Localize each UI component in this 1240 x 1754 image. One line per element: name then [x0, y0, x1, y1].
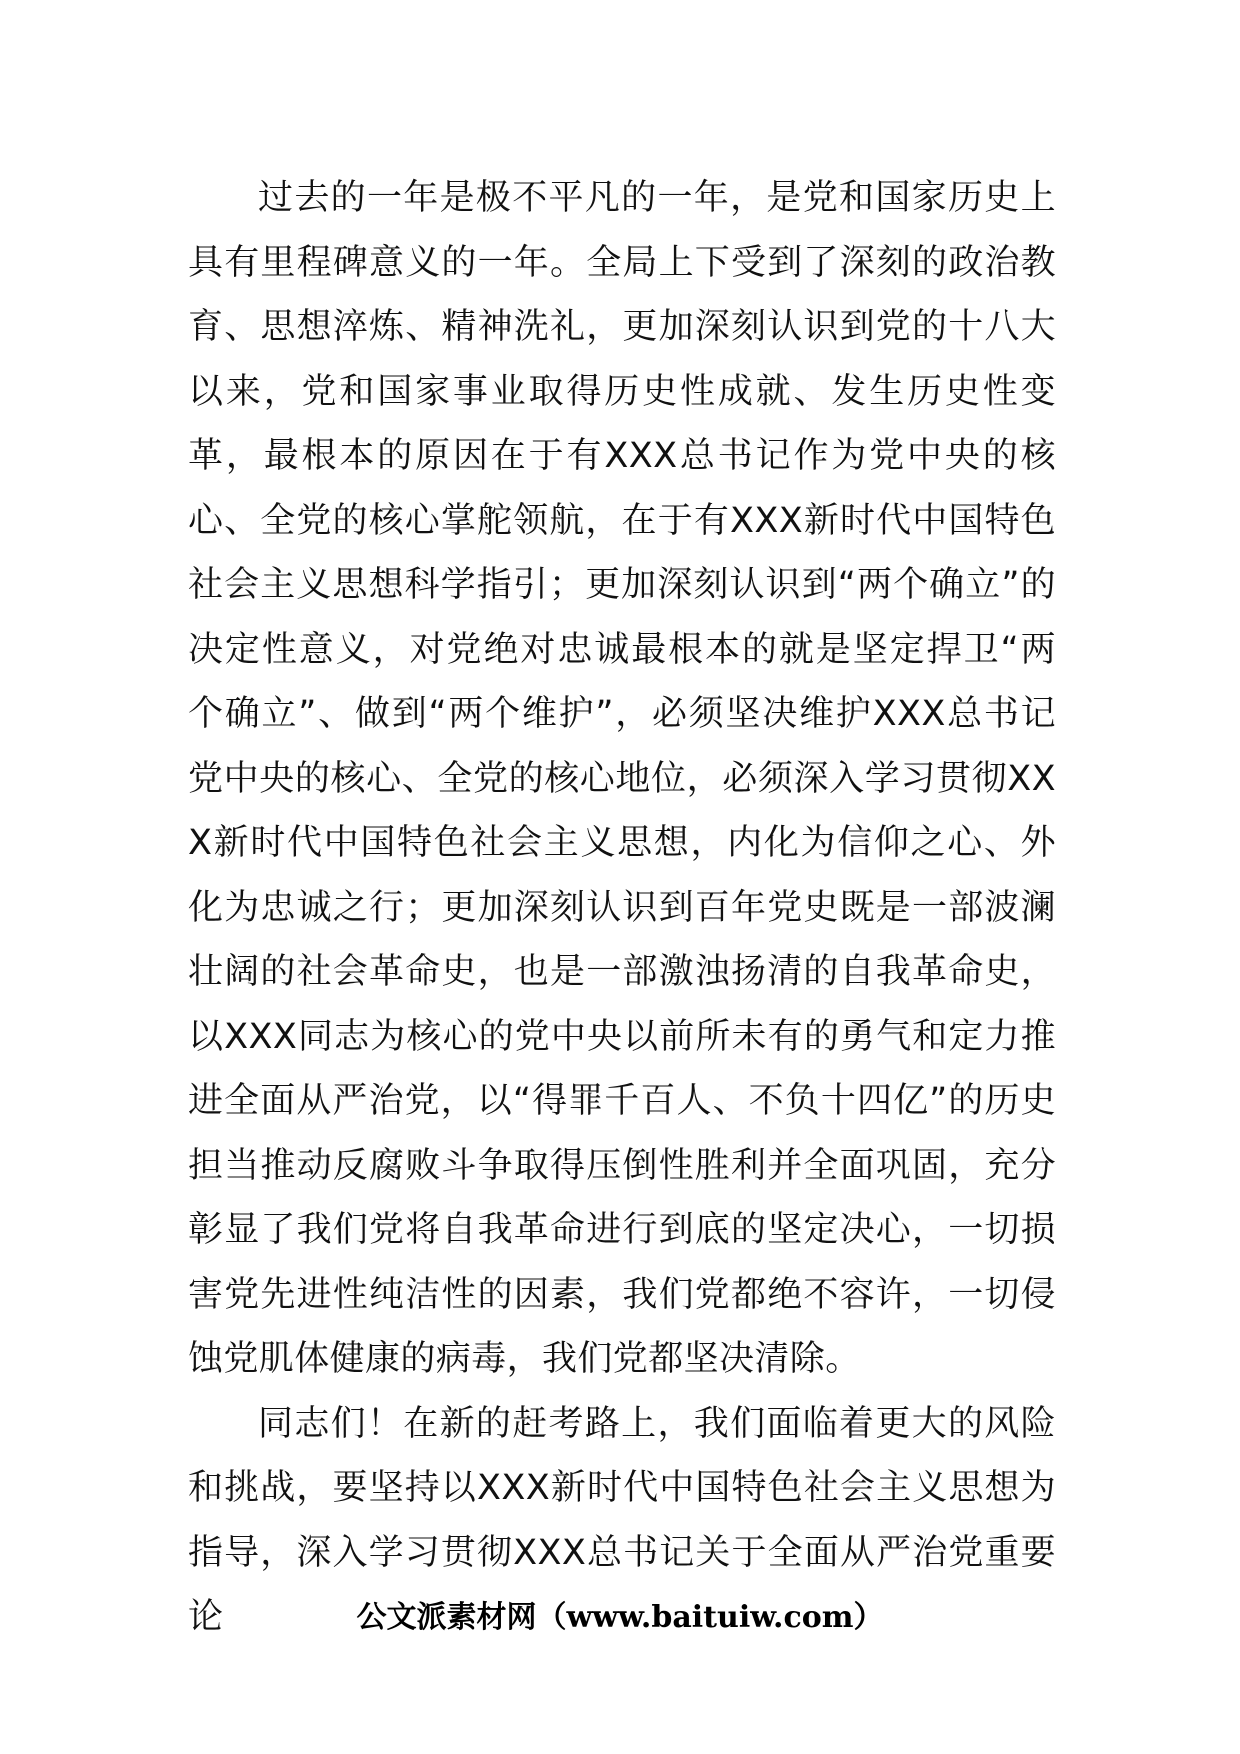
paragraph-2: 同志们！在新的赶考路上，我们面临着更大的风险和挑战，要坚持以XXX新时代中国特色社会主义思想为指导，深入学习贯彻XXX总书记关于全面从严治党重要论 — [188, 1403, 1056, 1637]
document-body — [188, 166, 1056, 1650]
paragraph-1: 过去的一年是极不平凡的一年，是党和国家历史上具有里程碑意义的一年。全局上下受到了深刻的政治教育、思想淬炼、精神洗礼，更加深刻认识到党的十八大以来，党和国家事业取得历史性成就、发生历史性变革，最根本的原因在于有XXX总书记作为党中央的核心、全党的核心掌舵领航，在于有XXX新时代中国特色社会主义思想科学指引；更加深刻认识到“两个确立”的决定性意义，对党绝对忠诚最根本的就是坚定捍卫“两个确立”、做到“两个维护”，必须坚决维护XXX总书记党中央的核心、全党的核心地位，必须深入学习贯彻XXX新时代中国特色社会主义思想，内化为信仰之心、外化为忠诚之行；更加深刻认识到百年党史既是一部波澜壮阔的社会革命史，也是一部激浊扬清的自我革命史，以XXX同志为核心的党中央以前所未有的勇气和定力推进全面从严治党，以“得罪千百人、不负十四亿”的历史担当推动反腐败斗争取得压倒性胜利并全面巩固，充分彰显了我们党将自我革命进行到底的坚定决心，一切损害党先进性纯洁性的因素，我们党都绝不容许，一切侵蚀党肌体健康的病毒，我们党都坚决清除。 — [188, 178, 1056, 1379]
page-footer: 公文派素材网（www.baituiw.com） — [356, 1600, 884, 1635]
